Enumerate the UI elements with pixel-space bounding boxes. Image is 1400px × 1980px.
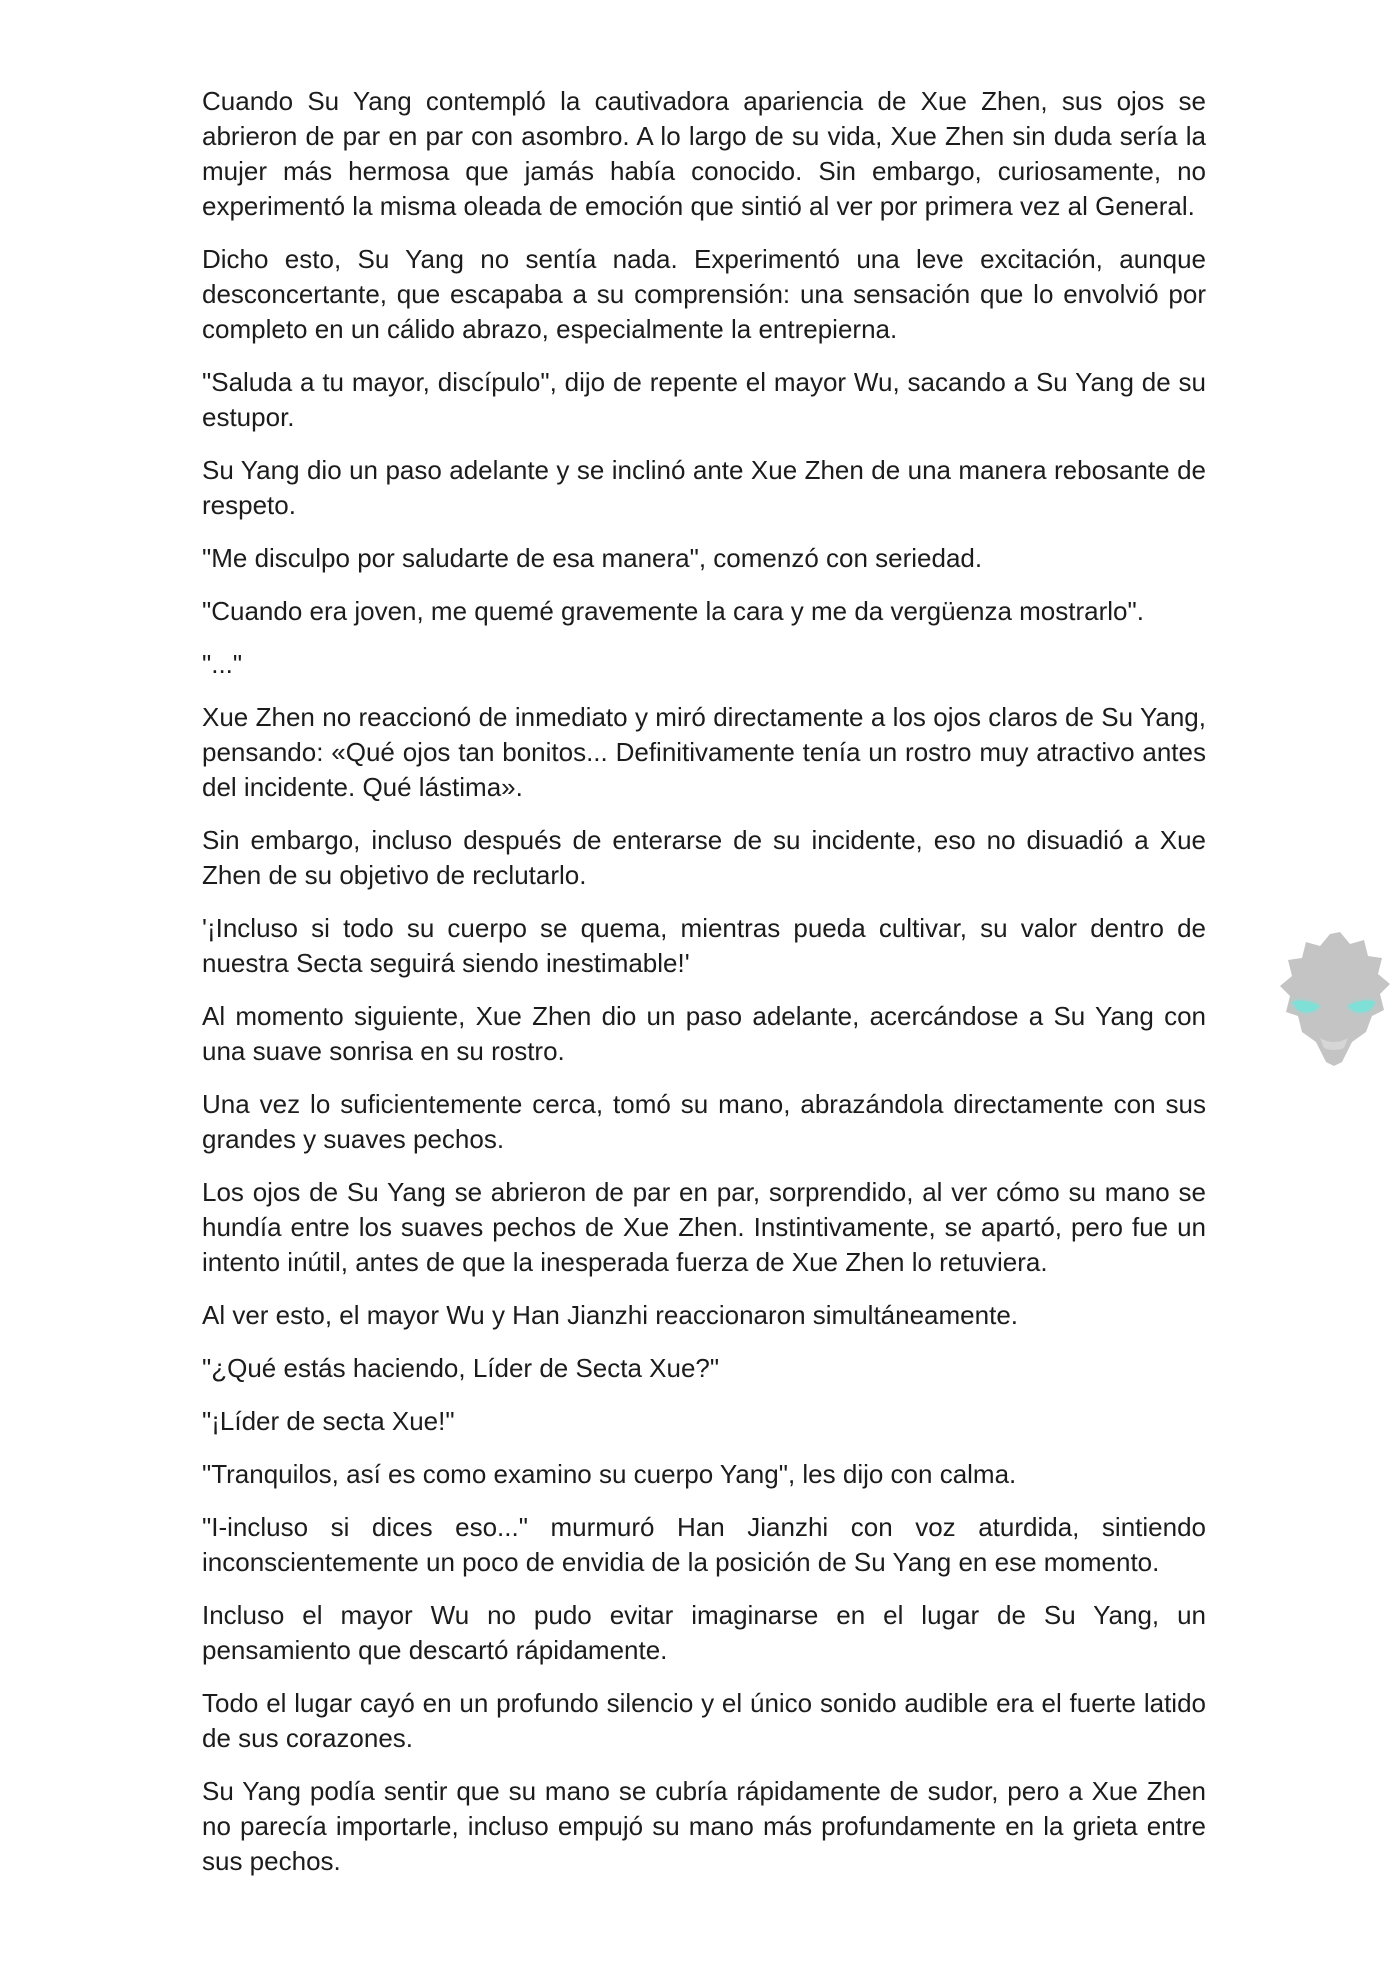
paragraph: Dicho esto, Su Yang no sentía nada. Experimentó una leve excitación, aunque desconcertante, que escapaba a su comprensión: una sensación que lo envolvió por completo en un cálido abrazo, especialmente la entrepierna.	[202, 244, 1206, 344]
paragraph: Cuando Su Yang contempló la cautivadora apariencia de Xue Zhen, sus ojos se abrieron de par en par con asombro. A lo largo de su vida, Xue Zhen sin duda sería la mujer más hermosa que jamás había conocido. Sin embargo, curiosamente, no experimentó la misma oleada de emoción que sintió al ver por primera vez al General.	[202, 86, 1206, 221]
paragraph: Al momento siguiente, Xue Zhen dio un paso adelante, acercándose a Su Yang con una suave sonrisa en su rostro.	[202, 1001, 1206, 1066]
paragraph: "Tranquilos, así es como examino su cuerpo Yang", les dijo con calma.	[202, 1459, 1017, 1489]
paragraph: "..."	[202, 649, 243, 679]
document-body	[202, 84, 1206, 1897]
paragraph: '¡Incluso si todo su cuerpo se quema, mientras pueda cultivar, su valor dentro de nuestra Secta seguirá siendo inestimable!'	[202, 913, 1206, 978]
paragraph: Los ojos de Su Yang se abrieron de par en par, sorprendido, al ver cómo su mano se hundía entre los suaves pechos de Xue Zhen. Instintivamente, se apartó, pero fue un intento inútil, antes de que la inesperada fuerza de Xue Zhen lo retuviera.	[202, 1177, 1206, 1277]
paragraph: "Me disculpo por saludarte de esa manera", comenzó con seriedad.	[202, 543, 983, 573]
paragraph: "I-incluso si dices eso..." murmuró Han Jianzhi con voz aturdida, sintiendo inconscientemente un poco de envidia de la posición de Su Yang en ese momento.	[202, 1512, 1206, 1577]
demon-head-icon	[1268, 930, 1398, 1070]
paragraph: Sin embargo, incluso después de enterarse de su incidente, eso no disuadió a Xue Zhen de su objetivo de reclutarlo.	[202, 825, 1206, 890]
paragraph: Xue Zhen no reaccionó de inmediato y miró directamente a los ojos claros de Su Yang, pensando: «Qué ojos tan bonitos... Definitivamente tenía un rostro muy atractivo antes del incidente. Qué lástima».	[202, 702, 1206, 802]
paragraph: "¡Líder de secta Xue!"	[202, 1406, 455, 1436]
paragraph: Su Yang dio un paso adelante y se inclinó ante Xue Zhen de una manera rebosante de respeto.	[202, 455, 1206, 520]
paragraph: Una vez lo suficientemente cerca, tomó su mano, abrazándola directamente con sus grandes y suaves pechos.	[202, 1089, 1206, 1154]
paragraph: "Saluda a tu mayor, discípulo", dijo de repente el mayor Wu, sacando a Su Yang de su estupor.	[202, 367, 1206, 432]
paragraph: Su Yang podía sentir que su mano se cubría rápidamente de sudor, pero a Xue Zhen no parecía importarle, incluso empujó su mano más profundamente en la grieta entre sus pechos.	[202, 1776, 1206, 1876]
paragraph: "Cuando era joven, me quemé gravemente la cara y me da vergüenza mostrarlo".	[202, 596, 1144, 626]
paragraph: Todo el lugar cayó en un profundo silencio y el único sonido audible era el fuerte latido de sus corazones.	[202, 1688, 1206, 1753]
paragraph: Al ver esto, el mayor Wu y Han Jianzhi reaccionaron simultáneamente.	[202, 1300, 1019, 1330]
paragraph: Incluso el mayor Wu no pudo evitar imaginarse en el lugar de Su Yang, un pensamiento que descartó rápidamente.	[202, 1600, 1206, 1665]
paragraph: "¿Qué estás haciendo, Líder de Secta Xue?"	[202, 1353, 720, 1383]
